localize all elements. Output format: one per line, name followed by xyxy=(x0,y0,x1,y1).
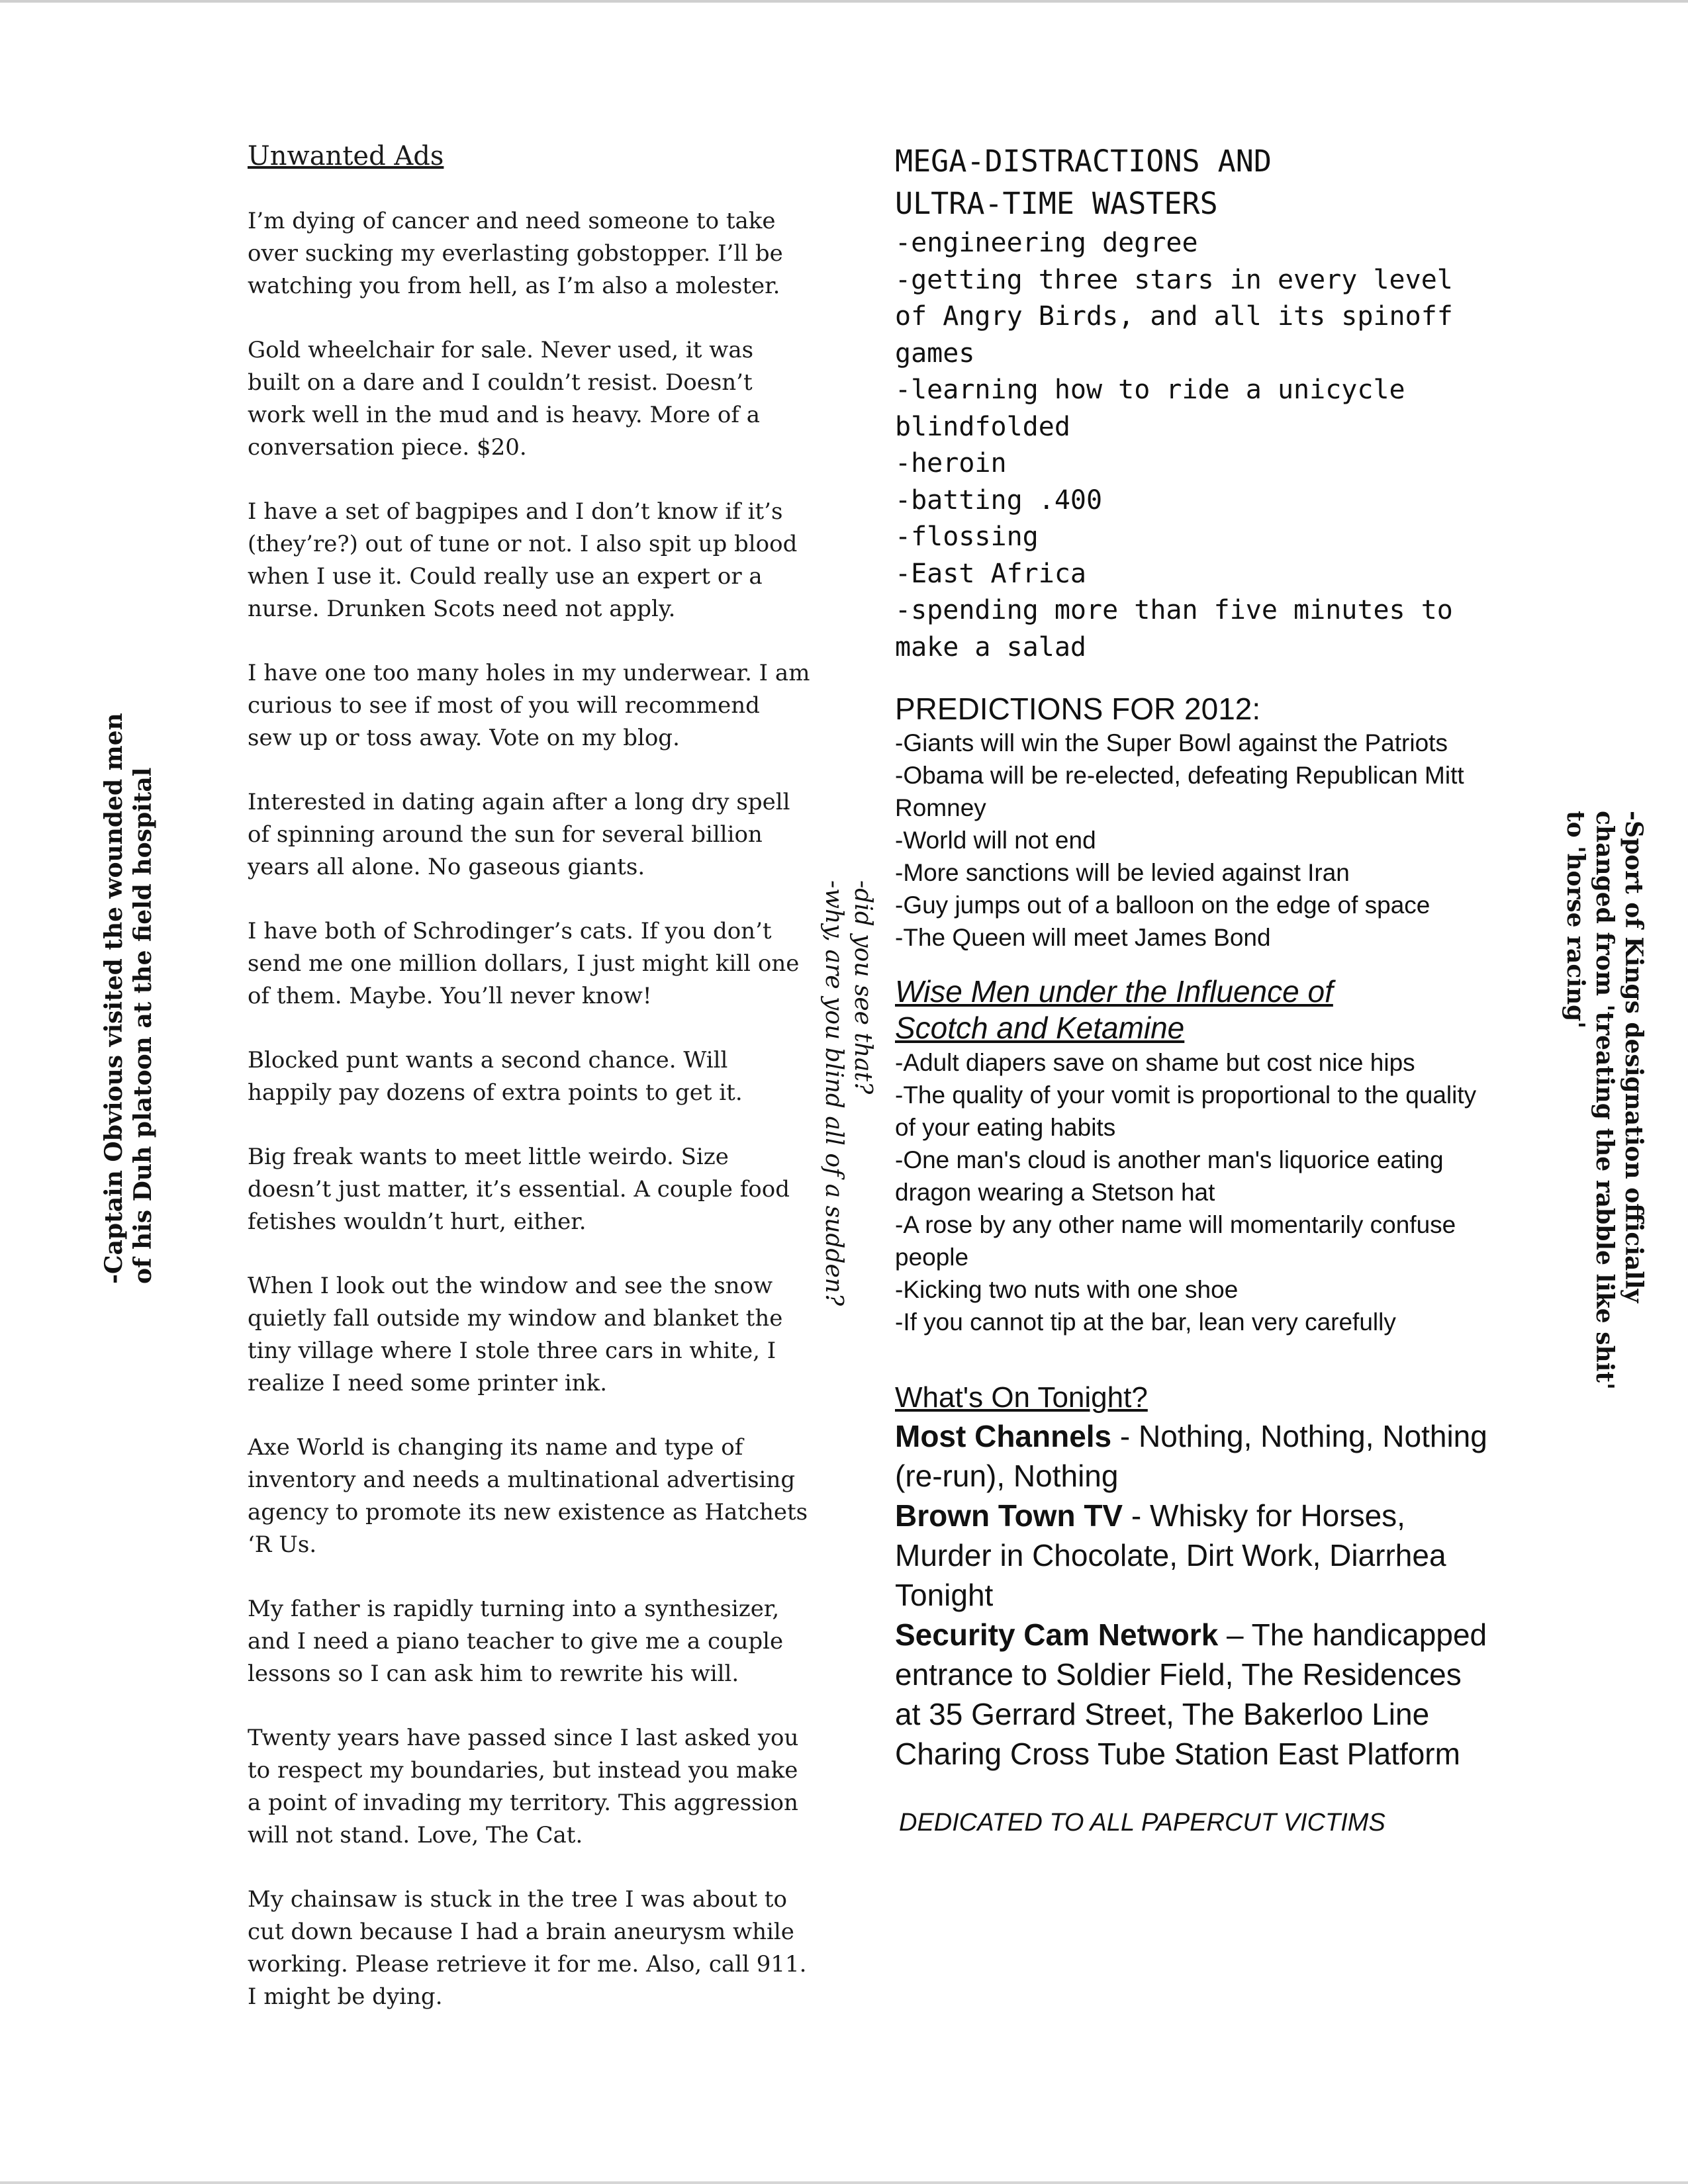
list-item: -East Africa xyxy=(895,558,1086,589)
ad-item: I have both of Schrodinger’s cats. If you don’t send me one million dollars, I just might kill one of them. Maybe. You’ll never know! xyxy=(248,918,800,1009)
ad-item: Interested in dating again after a long dry spell of spinning around the sun for several billion years all alone. No gaseous giants. xyxy=(248,789,790,880)
mega-distractions-title-line2: ULTRA-TIME WASTERS xyxy=(895,186,1218,221)
list-item: -If you cannot tip at the bar, lean very carefully xyxy=(895,1308,1396,1336)
ad-item: Big freak wants to meet little weirdo. Size doesn’t just matter, it’s essential. A couple food fetishes wouldn’t hurt, either. xyxy=(248,1144,790,1235)
ad-item: I’m dying of cancer and need someone to take over sucking my everlasting gobstopper. I’ll be watching you from hell, as I’m also a molester. xyxy=(248,208,783,299)
ad-item: Gold wheelchair for sale. Never used, it was built on a dare and I couldn’t resist. Doesn’t work well in the mud and is heavy. More of a conversation piece. $20. xyxy=(248,337,761,461)
margin-note-right xyxy=(1561,811,1648,1390)
margin-note-line: of his Duh platoon at the field hospital xyxy=(129,767,157,1284)
tv-listing-separator: - xyxy=(1111,1419,1139,1453)
margin-note-line: -did you see that? xyxy=(849,880,876,1095)
scan-edge-top xyxy=(0,0,1688,3)
ad-item: I have one too many holes in my underwear. I am curious to see if most of you will recommend sew up or toss away. Vote on my blog. xyxy=(248,660,810,751)
list-item: -spending more than five minutes to make a salad xyxy=(895,595,1453,662)
margin-note-line: to 'horse racing' xyxy=(1562,811,1589,1029)
margin-note-left xyxy=(99,713,158,1284)
tv-network-name: Brown Town TV xyxy=(895,1498,1123,1533)
tv-listing-separator: - xyxy=(1123,1498,1150,1533)
scan-edge-bottom xyxy=(0,2181,1688,2184)
margin-note-line: -Sport of Kings designation officially xyxy=(1620,811,1648,1303)
list-item: -More sanctions will be levied against Iran xyxy=(895,859,1350,886)
tv-listing xyxy=(895,1615,1491,1774)
ad-item: My father is rapidly turning into a synthesizer, and I need a piano teacher to give me a couple lessons so I can ask him to rewrite his will. xyxy=(248,1596,784,1687)
list-item: -batting .400 xyxy=(895,484,1103,516)
tv-listing-shows: Nothing, Nothing, Nothing (re-run), Nothing xyxy=(895,1419,1487,1493)
list-item: -One man's cloud is another man's liquorice eating dragon wearing a Stetson hat xyxy=(895,1146,1444,1206)
unwanted-ads-heading: Unwanted Ads xyxy=(248,141,444,171)
list-item: -Adult diapers save on shame but cost nice hips xyxy=(895,1049,1415,1076)
tv-listing-shows: The handicapped entrance to Soldier Field, The Residences at 35 Gerrard Street, The Bakerloo Line Charing Cross Tube Station East Platform xyxy=(895,1617,1487,1771)
margin-note-middle xyxy=(819,880,877,1330)
wise-men-title xyxy=(895,974,1491,1046)
ad-item: Blocked punt wants a second chance. Will happily pay dozens of extra points to get it. xyxy=(248,1047,743,1106)
tonight-section xyxy=(895,1379,1491,1774)
margin-note-line: -why, are you blind all of a sudden? xyxy=(820,880,847,1306)
list-item: -Giants will win the Super Bowl against the Patriots xyxy=(895,729,1448,756)
predictions-list xyxy=(895,727,1491,954)
ad-item: Twenty years have passed since I last asked you to respect my boundaries, but instead you make a point of invading my territory. This aggression will not stand. Love, The Cat. xyxy=(248,1725,799,1848)
list-item: -The Queen will meet James Bond xyxy=(895,924,1271,951)
list-item: -flossing xyxy=(895,522,1039,552)
wise-men-section xyxy=(895,974,1491,1338)
ad-item: When I look out the window and see the snow quietly fall outside my window and blanket the tiny village where I stole three cars in white, I realize I need some printer ink. xyxy=(248,1273,783,1396)
list-item: -Obama will be re-elected, defeating Republican Mitt Romney xyxy=(895,762,1464,821)
unwanted-ads-section xyxy=(248,138,810,2045)
tv-listing-shows: Whisky for Horses, Murder in Chocolate, Dirt Work, Diarrhea Tonight xyxy=(895,1498,1446,1612)
wise-men-title-line1: Wise Men under the Influence of xyxy=(895,974,1333,1009)
ad-item: I have a set of bagpipes and I don’t know if it’s (they’re?) out of tune or not. I also spit up blood when I use it. Could really use an expert or a nurse. Drunken Scots need not apply. xyxy=(248,498,798,622)
list-item: -World will not end xyxy=(895,827,1096,854)
mega-distractions-section xyxy=(895,140,1491,666)
tv-listing xyxy=(895,1416,1491,1496)
predictions-title: PREDICTIONS FOR 2012: xyxy=(895,692,1261,726)
right-column xyxy=(895,140,1491,1839)
list-item: -The quality of your vomit is proportional to the quality of your eating habits xyxy=(895,1081,1477,1141)
list-item: -Guy jumps out of a balloon on the edge of space xyxy=(895,891,1430,919)
ad-item: My chainsaw is stuck in the tree I was about to cut down because I had a brain aneurysm while working. Please retrieve it for me. Also, call 911. I might be dying. xyxy=(248,1886,807,2010)
tonight-title: What's On Tonight? xyxy=(895,1381,1148,1414)
predictions-section xyxy=(895,691,1491,954)
list-item: -Kicking two nuts with one shoe xyxy=(895,1276,1239,1303)
list-item: -A rose by any other name will momentarily confuse people xyxy=(895,1211,1456,1271)
tv-listing-separator: – xyxy=(1218,1617,1252,1652)
wise-men-title-line2: Scotch and Ketamine xyxy=(895,1011,1185,1045)
tv-listing xyxy=(895,1496,1491,1615)
tv-network-name: Security Cam Network xyxy=(895,1617,1219,1652)
wise-men-list xyxy=(895,1046,1491,1338)
mega-distractions-list xyxy=(895,225,1491,666)
margin-note-line: changed from 'treating the rabble like shit' xyxy=(1591,811,1618,1390)
list-item: -heroin xyxy=(895,448,1007,478)
list-item: -engineering degree xyxy=(895,228,1198,258)
margin-note-line: -Captain Obvious visited the wounded men xyxy=(100,713,128,1284)
tv-network-name: Most Channels xyxy=(895,1419,1112,1453)
mega-distractions-title-line1: MEGA-DISTRACTIONS AND xyxy=(895,144,1272,179)
dedication-footer: DEDICATED TO ALL PAPERCUT VICTIMS xyxy=(899,1809,1385,1837)
ad-item: Axe World is changing its name and type of inventory and needs a multinational advertising agency to promote its new existence as Hatchets ‘R Us. xyxy=(248,1434,808,1558)
list-item: -getting three stars in every level of Angry Birds, and all its spinoff games xyxy=(895,264,1453,369)
list-item: -learning how to ride a unicycle blindfolded xyxy=(895,375,1405,442)
